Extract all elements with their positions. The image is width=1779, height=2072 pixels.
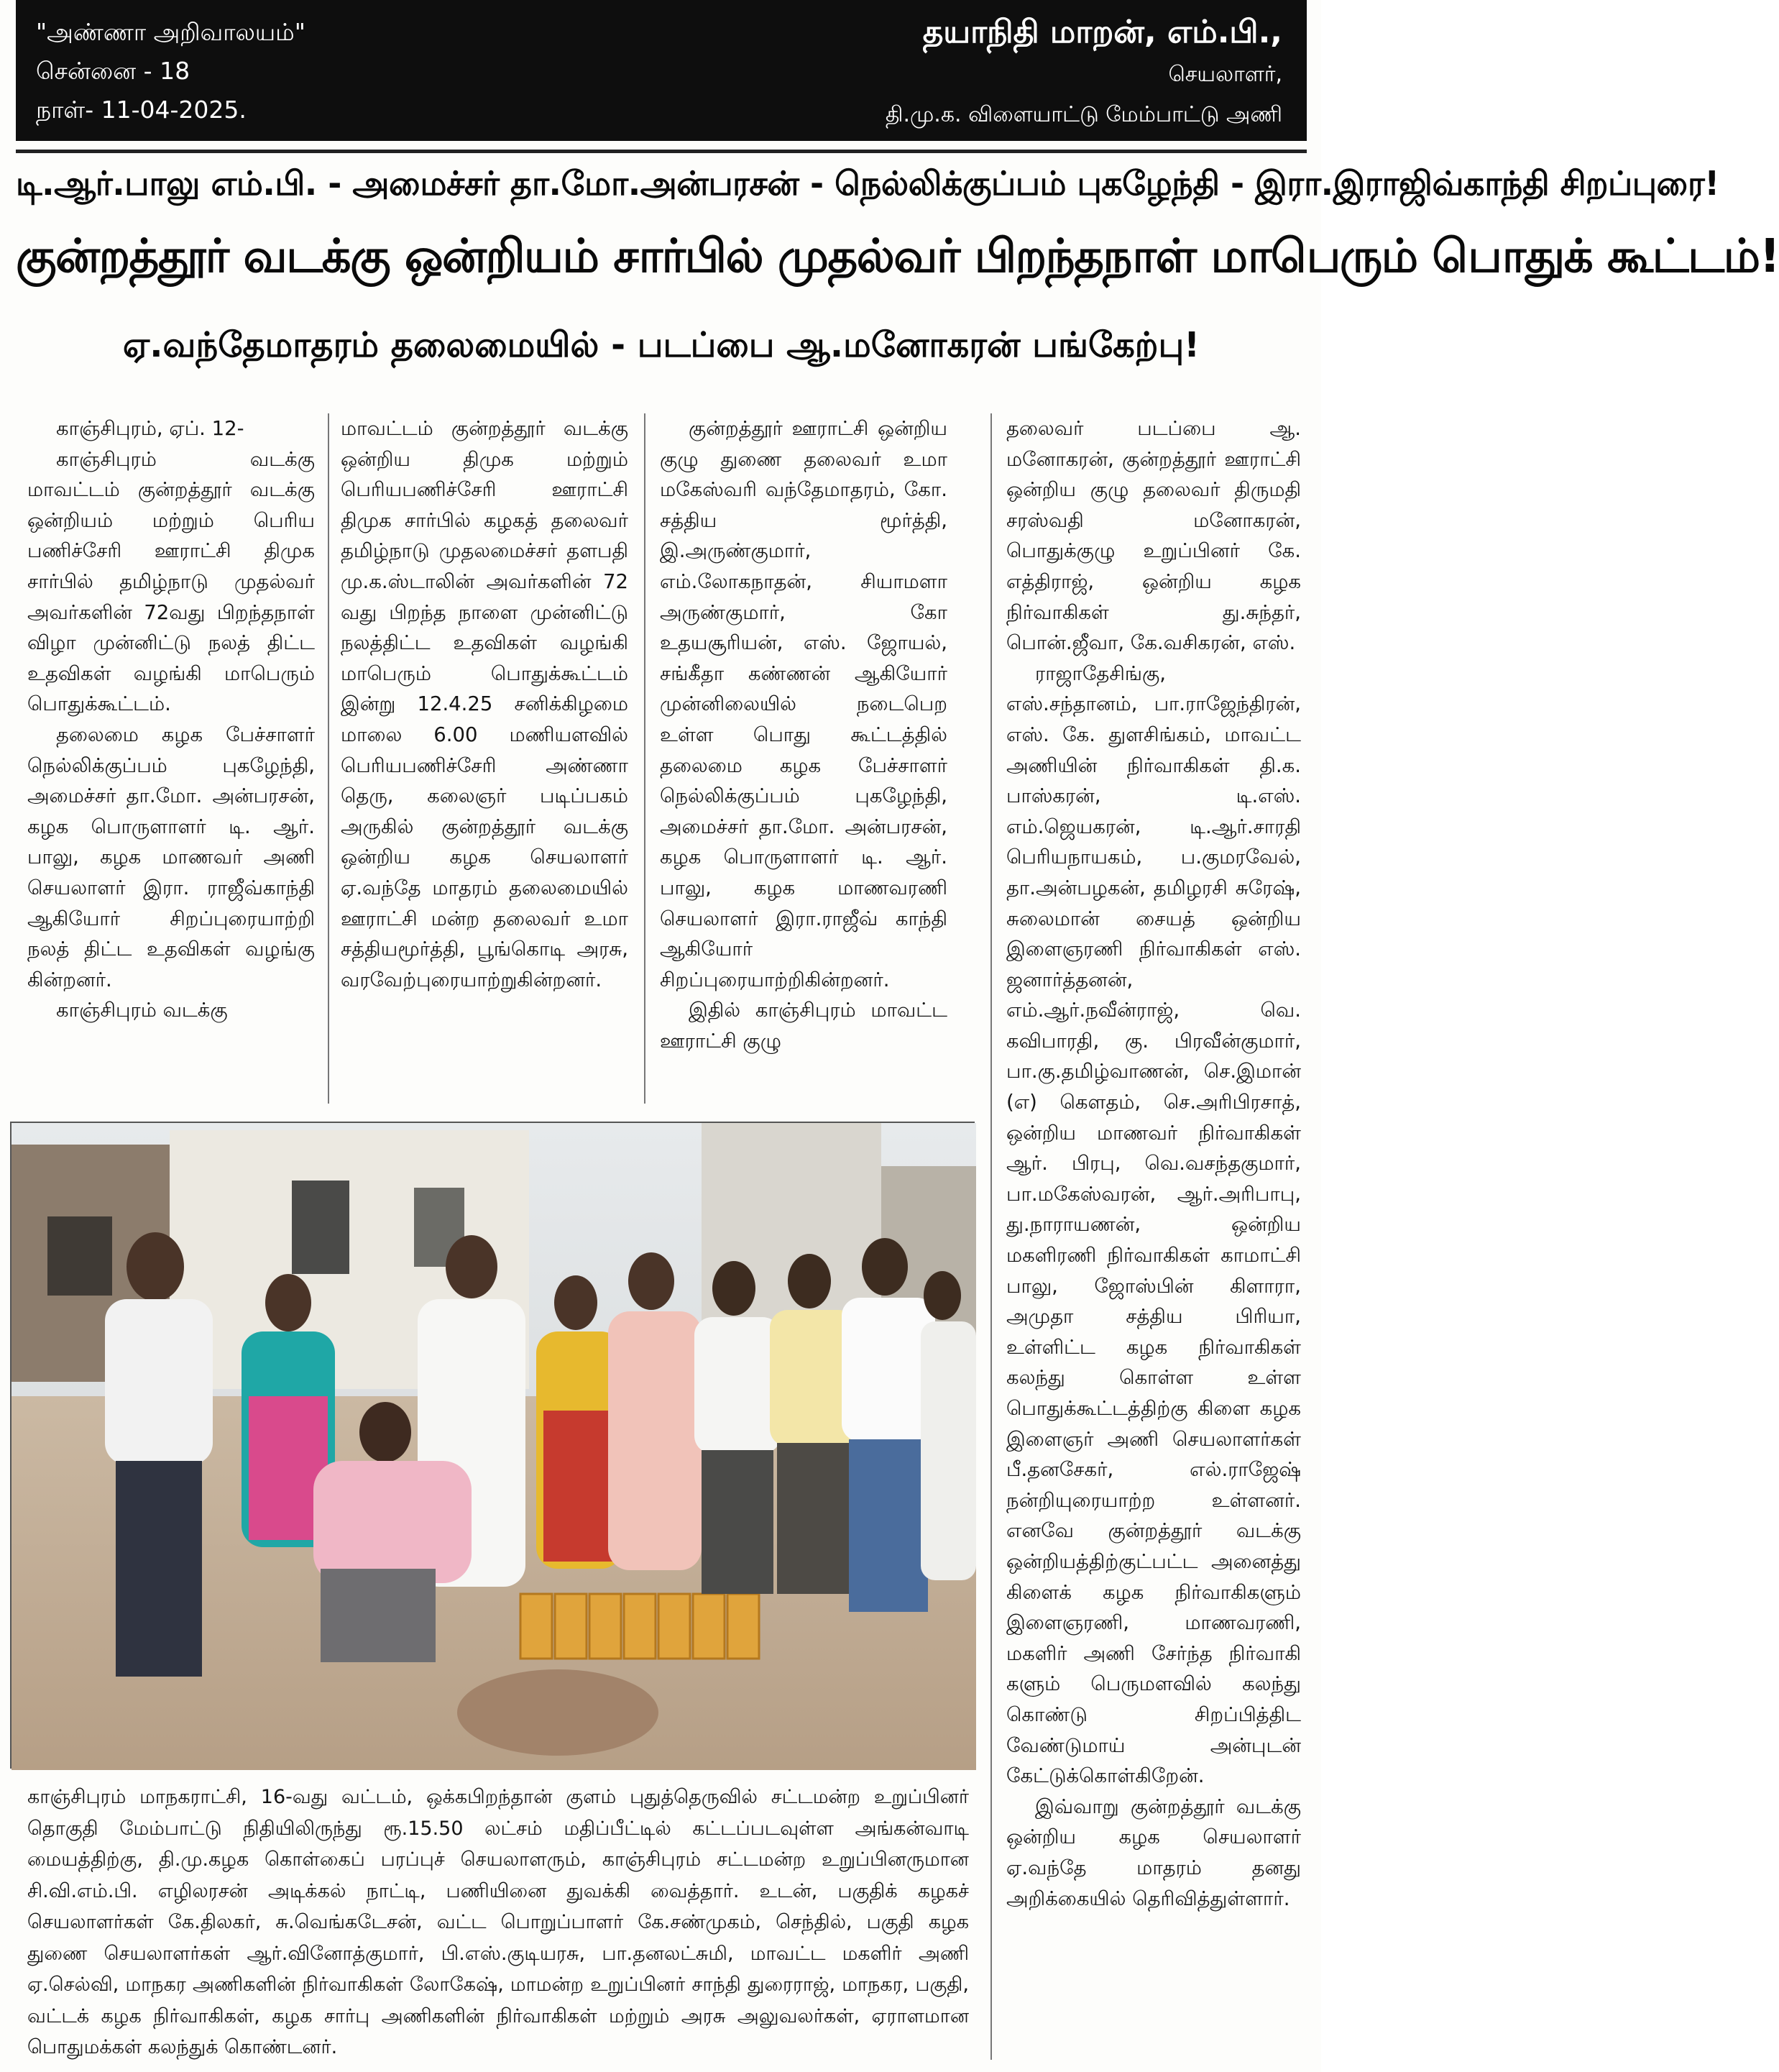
masthead	[16, 0, 1307, 141]
release-date: நாள்- 11-04-2025.	[36, 96, 247, 124]
article-column-1	[27, 413, 315, 1026]
photo-caption: காஞ்சிபுரம் மாநகராட்சி, 16-வது வட்டம், ஒக்கபிறந்தான் குளம் புதுத்தெருவில் சட்டமன்ற உறுப்பினர் தொகுதி மேம்பாட்டு நிதியிலிருந்து ரூ.15.50 லட்சம் மதிப்பீட்டில் கட்டப்படவுள்ள அங்கன்வாடி மையத்திற்கு, தி.மு.கழக கொள்கைப் பரப்புச் செயலாளரும், காஞ்சிபுரம் சட்டமன்ற உறுப்பினருமான சி.வி.எம்.பி. எழிலரசன் அடிக்கல் நாட்டி, பணியினை துவக்கி வைத்தார். உடன், பகுதிக் கழகச் செயலாளர்கள் கே.திலகர், சு.வெங்கடேசன், வட்ட பொறுப்பாளர் கே.சண்முகம், செந்தில், பகுதி கழக துணை செயலாளர்கள் ஆர்.வினோத்குமார், பி.எஸ்.குடியரசு, பா.தனலட்சுமி, மாவட்ட மகளிர் அணி ஏ.செல்வி, மாநகர அணிகளின் நிர்வாகிகள் லோகேஷ், மாமன்ற உறுப்பினர் சாந்தி துரைராஜ், மாநகர, பகுதி, வட்டக் கழக நிர்வாகிகள், கழக சார்பு அணிகளின் நிர்வாகிகள் மற்றும் அரசு அலுவலர்கள், ஏராளமான பொதுமக்கள் கலந்துக் கொண்டனர்.	[27, 1786, 969, 2058]
paragraph: மாவட்டம் குன்றத்தூர் வடக்கு ஒன்றிய திமுக மற்றும் பெரியபணிச்சேரி ஊராட்சி திமுக சார்பில் கழகத் தலைவர் தமிழ்நாடு முதலமைச்சர் தளபதி மு.க.ஸ்டாலின் அவர்களின் 72 வது பிறந்த நாளை முன்னிட்டு நலத்திட்ட உதவிகள் வழங்கி மாபெரும் பொதுக்கூட்டம் இன்று 12.4.25 சனிக்கிழமை மாலை 6.00 மணியளவில் பெரியபணிச்சேரி அண்ணா தெரு, கலைஞர் படிப்பகம் அருகில் குன்றத்தூர் வடக்கு ஒன்றிய கழக செயலாளர் ஏ.வந்தே மாதரம் தலைமையில் ஊராட்சி மன்ற தலைவர் உமா சத்தியமூர்த்தி, பூங்கொடி அரசு, வரவேற்புரையாற்றுகின்றனர்.	[341, 417, 628, 991]
article-column-2	[341, 413, 628, 995]
paragraph: தலைமை கழக பேச்சாளர் நெல்லிக்குப்பம் புகழேந்தி, அமைச்சர் தா.மோ. அன்பரசன், கழக பொருளாளர் டி. ஆர். பாலு, கழக மாணவர் அணி செயலாளர் இரா. ராஜீவ்காந்தி ஆகியோர் சிறப்புரையாற்றி நலத் திட்ட உதவிகள் வழங்கு கின்றனர்.	[27, 723, 315, 991]
divider	[16, 150, 1307, 153]
paragraph: காஞ்சிபுரம் வடக்கு மாவட்டம் குன்றத்தூர் வடக்கு ஒன்றியம் மற்றும் பெரிய பணிச்சேரி ஊராட்சி திமுக சார்பில் தமிழ்நாடு முதல்வர் அவர்களின் 72வது பிறந்தநாள் விழா முன்னிட்டு நலத் திட்ட உதவிகள் வழங்கி மாபெரும் பொதுக்கூட்டம்.	[27, 447, 315, 716]
dateline: காஞ்சிபுரம், ஏப். 12-	[56, 417, 244, 440]
office-city: சென்னை - 18	[36, 57, 190, 85]
author-name: தயாநிதி மாறன், எம்.பி.,	[922, 14, 1282, 50]
kicker-top: டி.ஆர்.பாலு எம்.பி. - அமைச்சர் தா.மோ.அன்பரசன் - நெல்லிக்குப்பம் புகழேந்தி - இரா.இராஜிவ்காந்தி சிறப்புரை!	[16, 164, 1719, 203]
office-name: "அண்ணா அறிவாலயம்"	[36, 18, 305, 46]
paragraph: காஞ்சிபுரம் வடக்கு	[56, 999, 228, 1022]
masthead-left	[36, 13, 611, 129]
author-role: செயலாளர்,	[1168, 62, 1282, 87]
column-divider	[990, 413, 992, 2060]
paragraph: இவ்வாறு குன்றத்தூர் வடக்கு ஒன்றிய கழக செயலாளர் ஏ.வந்தே மாதரம் தனது அறிக்கையில் தெரிவித்துள்ளார்.	[1006, 1794, 1301, 1910]
article-column-3	[660, 413, 947, 1056]
kicker-bottom: ஏ.வந்தேமாதரம் தலைமையில் - படப்பை ஆ.மனோகரன் பங்கேற்பு!	[122, 325, 1200, 365]
author-wing: தி.மு.க. விளையாட்டு மேம்பாட்டு அணி	[885, 102, 1282, 127]
masthead-right	[635, 10, 1282, 135]
headline: குன்றத்தூர் வடக்கு ஒன்றியம் சார்பில் முதல்வர் பிறந்தநாள் மாபெரும் பொதுக் கூட்டம்!	[16, 230, 1779, 283]
column-divider	[328, 413, 329, 1104]
article-column-4	[1006, 413, 1301, 1914]
paragraph: தலைவர் படப்பை ஆ. மனோகரன், குன்றத்தூர் ஊராட்சி ஒன்றிய குழு தலைவர் திருமதி சரஸ்வதி மனோகரன், பொதுக்குழு உறுப்பினர் கே. எத்திராஜ், ஒன்றிய கழக நிர்வாகிகள் து.சுந்தர், பொன்.ஜீவா, கே.வசிகரன், எஸ்.	[1006, 417, 1301, 655]
paragraph: குன்றத்தூர் ஊராட்சி ஒன்றிய குழு துணை தலைவர் உமா மகேஸ்வரி வந்தேமாதரம், கோ. சத்திய மூர்த்தி, இ.அருண்குமார், எம்.லோகநாதன், சியாமளா அருண்குமார், கோ உதயசூரியன், எஸ். ஜோயல், சங்கீதா கண்ணன் ஆகியோர் முன்னிலையில் நடைபெற உள்ள பொது கூட்டத்தில் தலைமை கழக பேச்சாளர் நெல்லிக்குப்பம் புகழேந்தி, அமைச்சர் தா.மோ. அன்பரசன், கழக பொருளாளர் டி. ஆர். பாலு, கழக மாணவரணி செயலாளர் இரா.ராஜீவ் காந்தி ஆகியோர் சிறப்புரையாற்றிகின்றனர்.	[660, 417, 947, 991]
paragraph: ராஜாதேசிங்கு, எஸ்.சந்தானம், பா.ராஜேந்திரன், எஸ். கே. துளசிங்கம், மாவட்ட அணியின் நிர்வாகிகள் தி.க. பாஸ்கரன், டி.எஸ். எம்.ஜெயகரன், டி.ஆர்.சாரதி பெரியநாயகம், ப.குமரவேல், தா.அன்பழகன், தமிழரசி சுரேஷ், சுலைமான் சையத் ஒன்றிய இளைஞரணி நிர்வாகிகள் எஸ். ஜனார்த்தனன், எம்.ஆர்.நவீன்ராஜ், வெ. கவிபாரதி, கு. பிரவீன்குமார், பா.கு.தமிழ்வாணன், செ.இமான் (எ) கௌதம், செ.அரிபிரசாத், ஒன்றிய மாணவர் நிர்வாகிகள் ஆர். பிரபு, வெ.வசந்தகுமார், பா.மகேஸ்வரன், ஆர்.அரிபாபு, து.நாராயணன், ஒன்றிய மகளிரணி நிர்வாகிகள் காமாட்சி பாலு, ஜோஸ்பின் கிளாரா, அமுதா சத்திய பிரியா, உள்ளிட்ட கழக நிர்வாகிகள் கலந்து கொள்ள உள்ள பொதுக்கூட்டத்திற்கு கிளை கழக இளைஞர் அணி செயலாளர்கள் பீ.தனசேகர், எல்.ராஜேஷ் நன்றியுரையாற்ற உள்ளனர். எனவே குன்றத்தூர் வடக்கு ஒன்றியத்திற்குட்பட்ட அனைத்து கிளைக் கழக நிர்வாகிகளும் இளைஞரணி, மாணவரணி, மகளிர் அணி சேர்ந்த நிர்வாகி களும் பெருமளவில் கலந்து கொண்டு சிறப்பித்திட வேண்டுமாய் அன்புடன் கேட்டுக்கொள்கிறேன்.	[1006, 661, 1301, 1788]
paragraph: இதில் காஞ்சிபுரம் மாவட்ட ஊராட்சி குழு	[660, 999, 947, 1053]
column-divider	[644, 413, 645, 1104]
event-photo	[10, 1122, 975, 1769]
